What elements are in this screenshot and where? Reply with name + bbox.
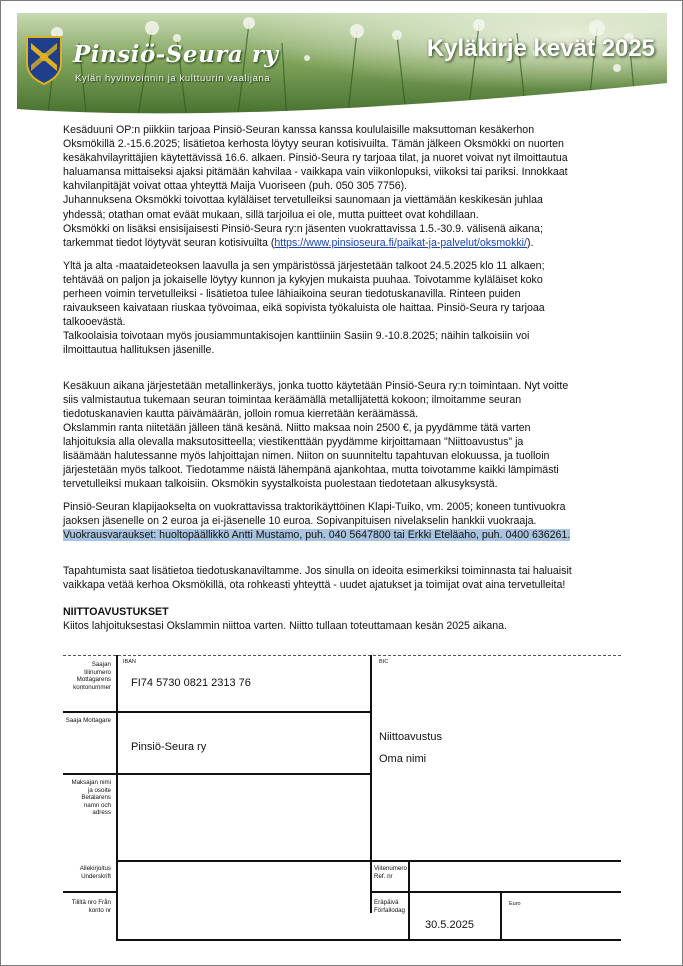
newsletter-title: Kyläkirje kevät 2025 <box>426 35 655 62</box>
iban-value: FI74 5730 0821 2313 76 <box>131 677 251 689</box>
giro-payment-form <box>63 655 621 941</box>
form-divider <box>116 939 621 941</box>
text-line: Kesäduuni OP:n piikkiin tarjoaa Pinsiö-Seuran kanssa kanssa koululaisille maksuttoman kesäkerhon <box>63 124 535 136</box>
text-line: haluamansa mittaiseksi ajaksi pitämään kahvilaa - vaikkapa vain viikonlopuksi, viikoksi tai pariksi. Innokkaat <box>63 166 568 179</box>
message-line: Niittoavustus <box>379 731 442 743</box>
text-line: raivaukseen kaivataan riuskaa työvoimaa, eikä sopivista työkaluista ole haittaa. Pinsiö-Seura ry tarjoaa <box>63 302 545 315</box>
iban-label: IBAN <box>123 659 136 665</box>
form-divider <box>63 711 371 713</box>
header-banner <box>17 13 667 123</box>
rental-contact-highlight: Vuokrausvaraukset: huoltopäällikkö Antti Mustamo, puh. 040 5647800 tai Erkki Eteläaho, puh. 0400 636261. <box>63 529 571 542</box>
form-divider <box>500 891 502 941</box>
recipient-label: Saaja Mottagare <box>65 717 111 724</box>
due-date-label: Eräpäivä Förfallodag <box>374 899 405 914</box>
text-line: Oksmökki on lisäksi ensisijaisesti Pinsiö-Seura ry:n jäsenten vuokrattavissa 1.5.-30.9. välisenä aikana; <box>63 222 543 235</box>
text-line: perheen voimin tervetulleiksi - lisätietoa tulee lähiaikoina seuran tiedotuskanavilla. Rinteen puiden <box>63 288 521 301</box>
bic-label: BIC <box>379 659 389 665</box>
text-line: ilmoittautua hallituksen jäsenille. <box>63 344 215 357</box>
text-line: lahjoituksia alla olevalla maksutositteella; viestikenttään pyydämme kirjoittamaan "Niittoavustus" ja <box>63 435 524 448</box>
text-line: jaoksen jäsenelle on 2 euroa ja ei-jäsenelle 10 euroa. Sopivanpituisen nivelakselin hankkii vuokraaja. <box>63 515 537 528</box>
message-line: Oma nimi <box>379 753 427 765</box>
text-line: yhdessä; otathan omat eväät mukaan, sillä tarjoilua ei ole, mutta puitteet ovat kohdillaan. <box>63 208 479 221</box>
text-line: kahvilanpitäjät voivat ottaa yhteyttä Maija Vuoriseen (puh. 050 305 7756). <box>63 180 408 193</box>
text-line: Yltä ja alta -maataideteoksen laavulla ja sen ympäristössä järjestetään talkoot 24.5.2025 klo 11 alkaen; <box>63 259 545 272</box>
niitto-heading: NIITTOAVUSTUKSET <box>63 605 169 618</box>
text-line: tehtävää on paljon ja jokaiselle löytyy kunnon ja kykyjen mukaista puuhaa. Toivotamme kyläläiset koko <box>63 273 543 286</box>
paragraph-contact <box>63 564 623 592</box>
niitto-section <box>63 605 623 633</box>
text-fragment: tarkemmat tiedot löytyvät seuran kotisivuilta ( <box>63 236 275 249</box>
account-number-label: Saajan tilinumero Mottagarens kontonummer <box>73 661 111 691</box>
text-line: Pinsiö-Seuran klapijaokselta on vuokrattavissa traktorikäyttöinen Klapi-Tuiko, vm. 2005; koneen tuntivuokra <box>63 501 566 514</box>
text-line: vaikkapa vetää kerhoa Oksmökillä, ota rohkeasti yhteyttä - uudet ajatukset ja toimijat ovat aina tervetulleita! <box>63 578 566 591</box>
form-divider <box>116 860 621 862</box>
text-line: Okslammin ranta niitetään jälleen tänä kesänä. Niitto maksaa noin 2500 €, ja pyydämme tätä varten <box>63 421 531 434</box>
form-divider <box>63 891 116 893</box>
form-divider <box>408 860 410 941</box>
form-divider <box>116 655 118 941</box>
oksmokki-link[interactable]: https://www.pinsioseura.fi/paikat-ja-palvelut/oksmokki/ <box>274 236 527 249</box>
text-line <box>63 236 623 250</box>
text-line: tervetulleiksi mukaan talkoisiin. Oksmökin syystalkoista puolestaan tiedotetaan alkusyksystä. <box>63 478 498 491</box>
paragraph-klapi-tuiko <box>63 500 623 542</box>
text-line: Juhannuksena Oksmökki toivottaa kyläläiset tervetulleiksi saunomaan ja viettämään keskikesän juhlaa <box>63 194 543 207</box>
form-divider <box>63 773 371 775</box>
text-line: lisäämään halutessanne myös lahjoittajan nimen. Niiton on suunniteltu tapahtuvan elokuussa, ja tuolloin <box>63 449 550 462</box>
recipient-value: Pinsiö-Seura ry <box>131 741 207 753</box>
paragraph-talkoot <box>63 259 623 358</box>
meadow-banner-image <box>17 13 667 123</box>
reference-label: Viitenumero Ref. nr <box>374 865 407 880</box>
payer-label: Maksajan nimi ja osoite Betalarens namn och adress <box>71 779 111 817</box>
text-line: Tapahtumista saat lisätietoa tiedotuskanaviltamme. Jos sinulla on ideoita esimerkiksi toiminnasta tai haluaisit <box>63 564 572 577</box>
text-line: tiedotuskanavien kautta päivämäärän, jolloin romua kierretään keräämässä. <box>63 407 419 420</box>
from-account-label: Tililtä nro Från konto nr <box>71 899 111 914</box>
form-divider <box>370 655 372 913</box>
text-line <box>63 528 623 542</box>
paragraph-metal-collection <box>63 379 623 492</box>
paragraph-summer-club <box>63 123 623 250</box>
coat-of-arms-icon <box>25 35 63 85</box>
due-date-value: 30.5.2025 <box>425 919 474 931</box>
form-divider <box>370 891 621 893</box>
text-line: kesäkahvilayrittäjien käytettävissä 16.6. alkaen. Pinsiö-Seura ry tarjoaa tilat, ja nuoret voivat nyt ilmoittautua <box>63 152 568 165</box>
text-line: talkooevästä. <box>63 316 126 329</box>
text-fragment: ). <box>526 236 534 249</box>
cut-line <box>63 655 621 656</box>
text-line: Oksmökillä 2.-15.6.2025; lisätietoa kerhosta löytyy seuran kotisivuilta. Tämän jälkeen Oksmökki on nuorten <box>63 138 564 151</box>
euro-label: Euro <box>509 901 521 907</box>
text-line: järjestetään myös talkoot. Tiedotamme näistä lähempänä ajankohtaa, mutta toivotamme kaikki lämpimästi <box>63 464 559 477</box>
org-name-logo: Pinsiö-Seura ry <box>73 41 279 68</box>
org-tagline: Kylän hyvinvoinnin ja kulttuurin vaalijana <box>75 73 271 84</box>
text-line: siis valmistautua tukemaan seuran toimintaa keräämällä metallijätettä kokoon; ilmoitamme seuran <box>63 393 522 406</box>
newsletter-body <box>63 123 623 633</box>
niitto-text: Kiitos lahjoituksestasi Okslammin niittoa varten. Niitto tullaan toteuttamaan kesän 2025 aikana. <box>63 619 507 632</box>
text-line: Kesäkuun aikana järjestetään metallinkeräys, jonka tuotto käytetään Pinsiö-Seura ry:n toimintaan. Nyt voitte <box>63 379 569 392</box>
text-line: Talkoolaisia toivotaan myös jousiammuntakisojen kanttiiniin Sasiin 9.-10.8.2025; näihin talkoisiin voi <box>63 330 530 343</box>
signature-label: Allekirjoitus Underskrift <box>79 865 111 880</box>
